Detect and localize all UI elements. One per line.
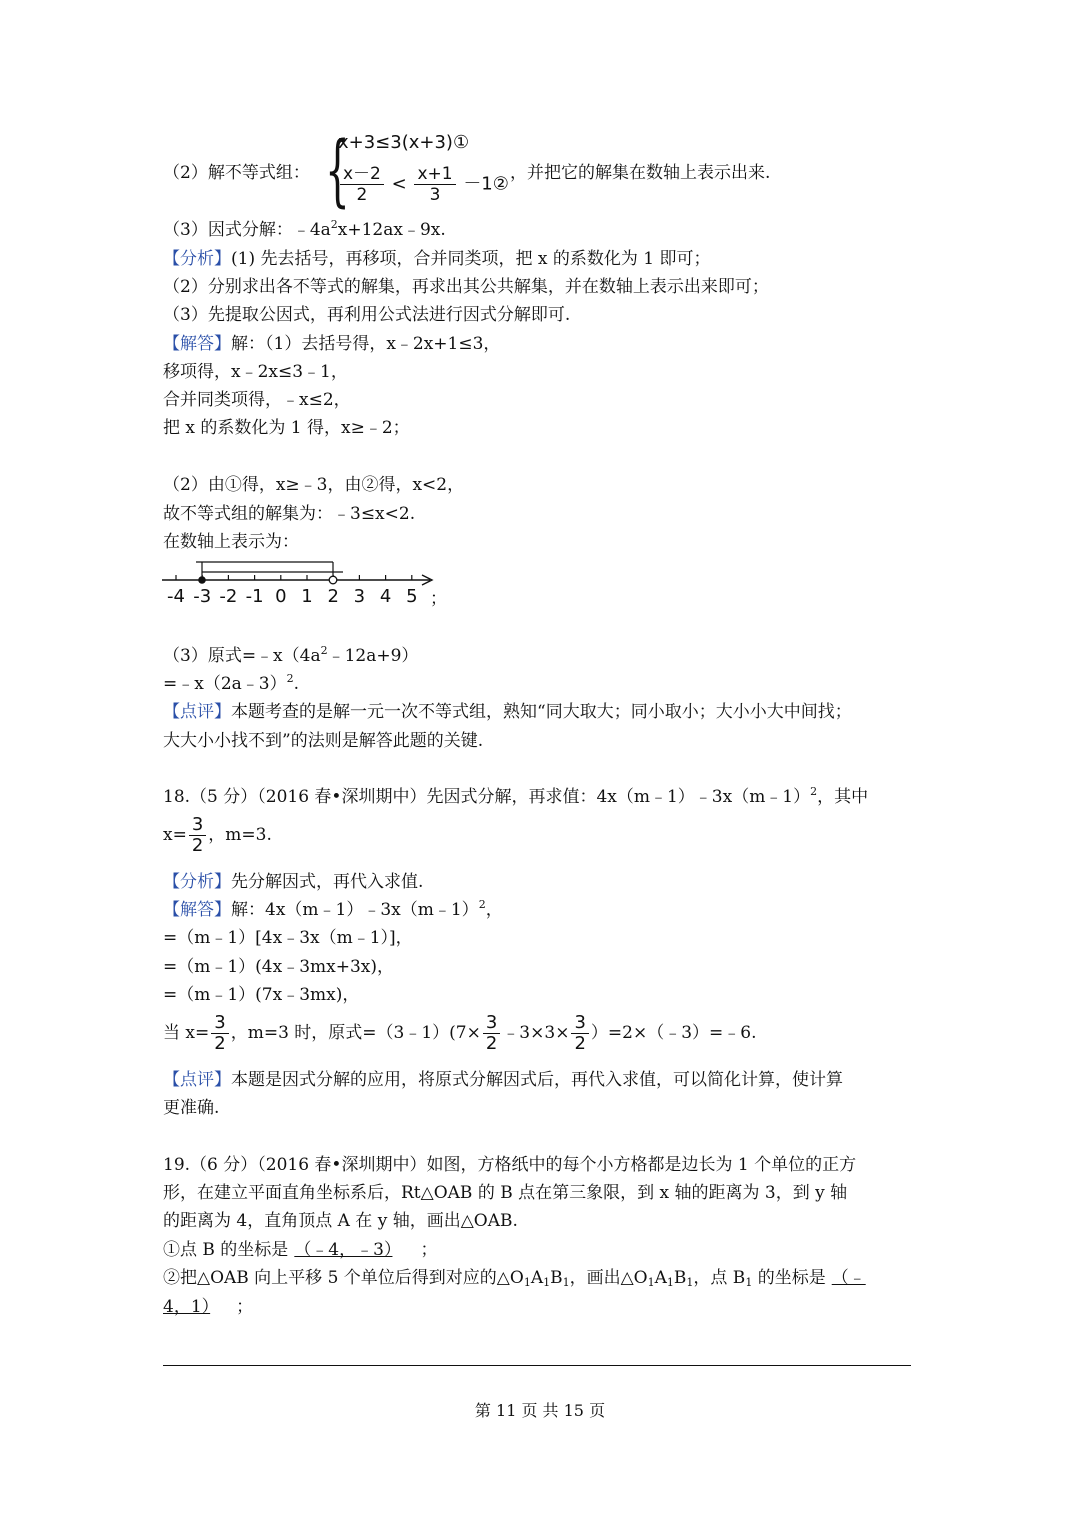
q17-part2-suffix: ，并把它的解集在数轴上表示出来. xyxy=(510,163,771,183)
frac2-num: x+1 xyxy=(414,164,455,185)
q18-solution-5: 当 x= $\frac{3}{2}$ ，m=3 时，原式=（3﹣1）(7× $\frac{3}{2}$ ﹣3×3× $\frac{3}{2}$ ）=2×（﹣3）=﹣6. xyxy=(163,1012,757,1054)
page-footer: 第 11 页 共 15 页 xyxy=(474,1401,606,1420)
q19-item-1: ①点 B 的坐标是 （﹣4，﹣3） ； xyxy=(163,1240,438,1260)
q18-comment-2: 更准确. xyxy=(163,1098,220,1118)
system-line-1: x+3≤3(x+3)① xyxy=(338,132,470,153)
q19-item-2: ②把△OAB 向上平移 5 个单位后得到对应的$\triangle O_1A_1B_1$，画出$\triangle O_1A_1B_1$，点 $B_1$ 的坐标是 （﹣ xyxy=(163,1268,866,1289)
q17-solution-3: 合并同类项得，﹣x≤2， xyxy=(163,390,351,410)
q18-analysis: 【分析】先分解因式，再代入求值. xyxy=(163,872,424,892)
tick-label: 2 xyxy=(327,586,339,607)
q18-solution-3: =（m﹣1）(4x﹣3mx+3x)， xyxy=(163,957,395,977)
frac1-num: x－2 xyxy=(340,164,384,185)
tick-label: -3 xyxy=(193,586,212,607)
tick-label: 5 xyxy=(406,586,418,607)
q17-solution-7: 在数轴上表示为： xyxy=(163,532,299,552)
tick-label: 1 xyxy=(301,586,313,607)
comment-tag: 【点评】 xyxy=(163,702,231,722)
left-brace: { xyxy=(325,126,350,216)
q17-comment-2: 大大小小找不到”的法则是解答此题的关键. xyxy=(163,731,484,751)
q17-solution-4: 把 x 的系数化为 1 得，x≥﹣2； xyxy=(163,418,410,438)
q17-analysis-2: （2）分别求出各不等式的解集，再求出其公共解集，并在数轴上表示出来即可； xyxy=(163,277,769,297)
tick-label: 0 xyxy=(275,586,287,607)
q18-solution-1: 【解答】解：4x（m﹣1）﹣3x（m﹣1）$^2$， xyxy=(163,898,503,920)
footer-rule xyxy=(163,1365,911,1366)
q17-comment-1: 【点评】本题考查的是解一元一次不等式组，熟知“同大取大；同小取小；大小小大中间找； xyxy=(163,702,852,722)
q17-solution-9: =﹣x（2a﹣3）$^2$. xyxy=(163,672,300,694)
system-line-2 xyxy=(338,164,509,205)
q18-solution-2: =（m﹣1）[4x﹣3x（m﹣1）]， xyxy=(163,928,413,948)
q18-title: 18.（5 分）（2016 春•深圳期中）先因式分解，再求值：4x（m﹣1）﹣3x（m﹣1）$^2$，其中 xyxy=(163,785,869,807)
q17-solution-1: 【解答】解：（1）去括号得，x﹣2x+1≤3， xyxy=(163,334,501,354)
tick-label: 3 xyxy=(353,586,366,607)
number-line xyxy=(160,555,450,610)
tick-label: -4 xyxy=(167,586,185,607)
q19-answer-1: （﹣4，﹣3） xyxy=(294,1240,393,1260)
q19-answer-2a: （﹣ xyxy=(831,1268,866,1288)
numberline-end: ； xyxy=(430,589,447,609)
q17-solution-8: （3）原式$=﹣x(4a^2﹣12a+9)$ xyxy=(163,644,419,666)
q17-solution-5: （2）由①得，x≥﹣3，由②得，x<2， xyxy=(163,475,465,495)
q19-line-2: 形，在建立平面直角坐标系后，Rt△OAB 的 B 点在第三象限，到 x 轴的距离为 3，到 y 轴 xyxy=(163,1183,848,1203)
q17-solution-6: 故不等式组的解集为：﹣3≤x<2. xyxy=(163,504,416,524)
q19-line-1: 19.（6 分）（2016 春•深圳期中）如图，方格纸中的每个小方格都是边长为 1 个单位的正方 xyxy=(163,1155,857,1175)
lt-sign: < xyxy=(391,173,407,195)
q19-answer-2b: 4，1） xyxy=(163,1297,211,1317)
q19-line-3: 的距离为 4，直角顶点 A 在 y 轴，画出△OAB. xyxy=(163,1211,518,1231)
frac1-den: 2 xyxy=(356,185,368,205)
q18-given: x= $\frac{3}{2}$ ，m=3. xyxy=(163,814,272,856)
inequality-system xyxy=(325,128,525,218)
tick-label: -1 xyxy=(245,586,264,607)
system-line-2-tail: －1② xyxy=(463,173,509,195)
closed-dot xyxy=(198,576,206,584)
q17-analysis-3: （3）先提取公因式，再利用公式法进行因式分解即可. xyxy=(163,305,571,325)
q17-analysis-1: 【分析】(1) 先去括号，再移项，合并同类项，把 x 的系数化为 1 即可； xyxy=(163,249,711,269)
solution-tag: 【解答】 xyxy=(163,334,231,354)
tick-label: 4 xyxy=(379,586,392,607)
q18-comment-1: 【点评】本题是因式分解的应用，将原式分解因式后，再代入求值，可以简化计算，使计算 xyxy=(163,1070,843,1090)
frac2-den: 3 xyxy=(429,185,441,205)
open-dot xyxy=(329,576,337,584)
q17-part3: （3）因式分解：$﹣4a^2x+12ax﹣9x$. xyxy=(163,218,446,240)
q17-part2-prefix: （2）解不等式组： xyxy=(163,163,310,183)
tick-label: -2 xyxy=(219,586,238,607)
q17-solution-2: 移项得，x﹣2x≤3﹣1， xyxy=(163,362,348,382)
q18-solution-4: =（m﹣1）(7x﹣3mx)， xyxy=(163,985,360,1005)
q19-item-2-cont: 4，1） ； xyxy=(163,1297,254,1317)
analysis-tag: 【分析】 xyxy=(163,249,231,269)
